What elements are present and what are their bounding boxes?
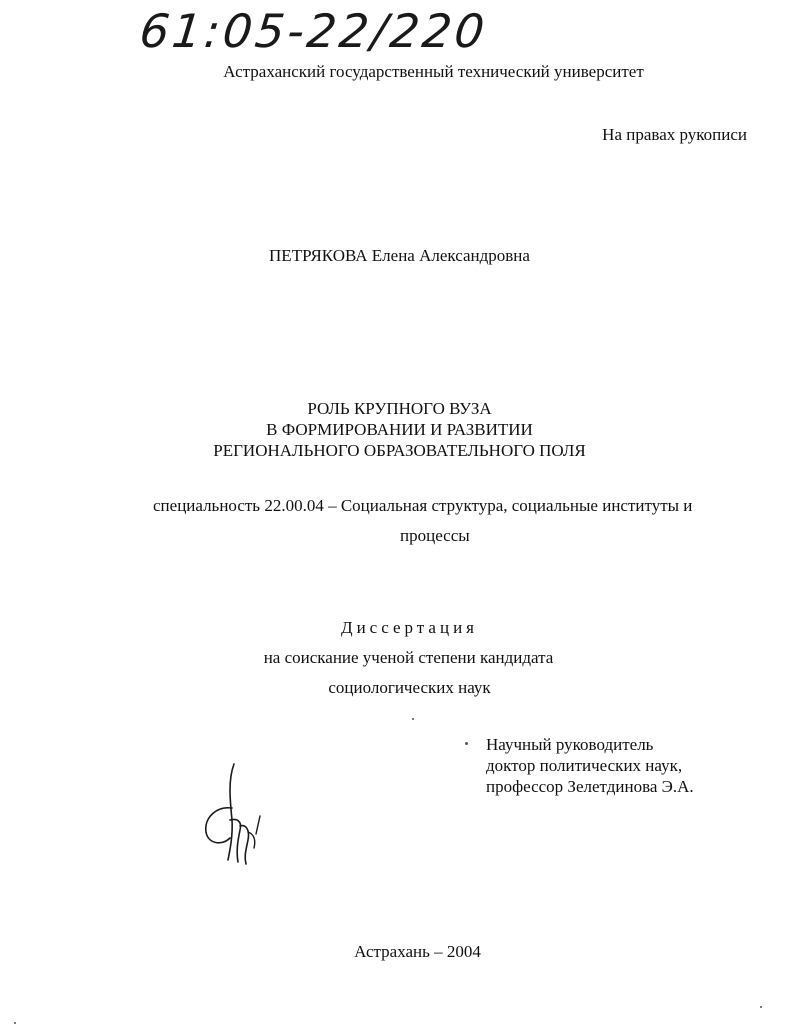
degree-line-1: на соискание ученой степени кандидата (263, 648, 554, 667)
archive-number: 61:05-22/220 (137, 4, 490, 58)
city-year: Астрахань – 2004 (354, 942, 481, 961)
university-name: Астраханский государственный технический университет (223, 62, 644, 81)
dissertation-label: Диссертация (340, 618, 478, 637)
supervisor-line-2: доктор политических наук, (486, 756, 683, 775)
supervisor-block (486, 734, 694, 797)
scan-speck (412, 718, 414, 720)
dissertation-title (0, 398, 799, 461)
signature-icon (196, 760, 286, 875)
title-line-2: В ФОРМИРОВАНИИ И РАЗВИТИИ (266, 420, 533, 439)
degree-line-2: социологических наук (328, 678, 491, 697)
title-line-1: РОЛЬ КРУПНОГО ВУЗА (307, 399, 492, 418)
title-line-3: РЕГИОНАЛЬНОГО ОБРАЗОВАТЕЛЬНОГО ПОЛЯ (213, 441, 586, 460)
author-name: ПЕТРЯКОВА Елена Александровна (269, 246, 530, 265)
supervisor-line-1: Научный руководитель (486, 735, 654, 754)
scan-speck (465, 742, 468, 745)
rights-note: На правах рукописи (602, 125, 747, 144)
scan-speck (14, 1022, 16, 1024)
specialty-line-1: специальность 22.00.04 – Социальная структура, социальные институты и (153, 496, 693, 515)
scan-speck (760, 1006, 762, 1008)
specialty-line-2: процессы (400, 526, 470, 545)
supervisor-line-3: профессор Зелетдинова Э.А. (486, 777, 694, 796)
